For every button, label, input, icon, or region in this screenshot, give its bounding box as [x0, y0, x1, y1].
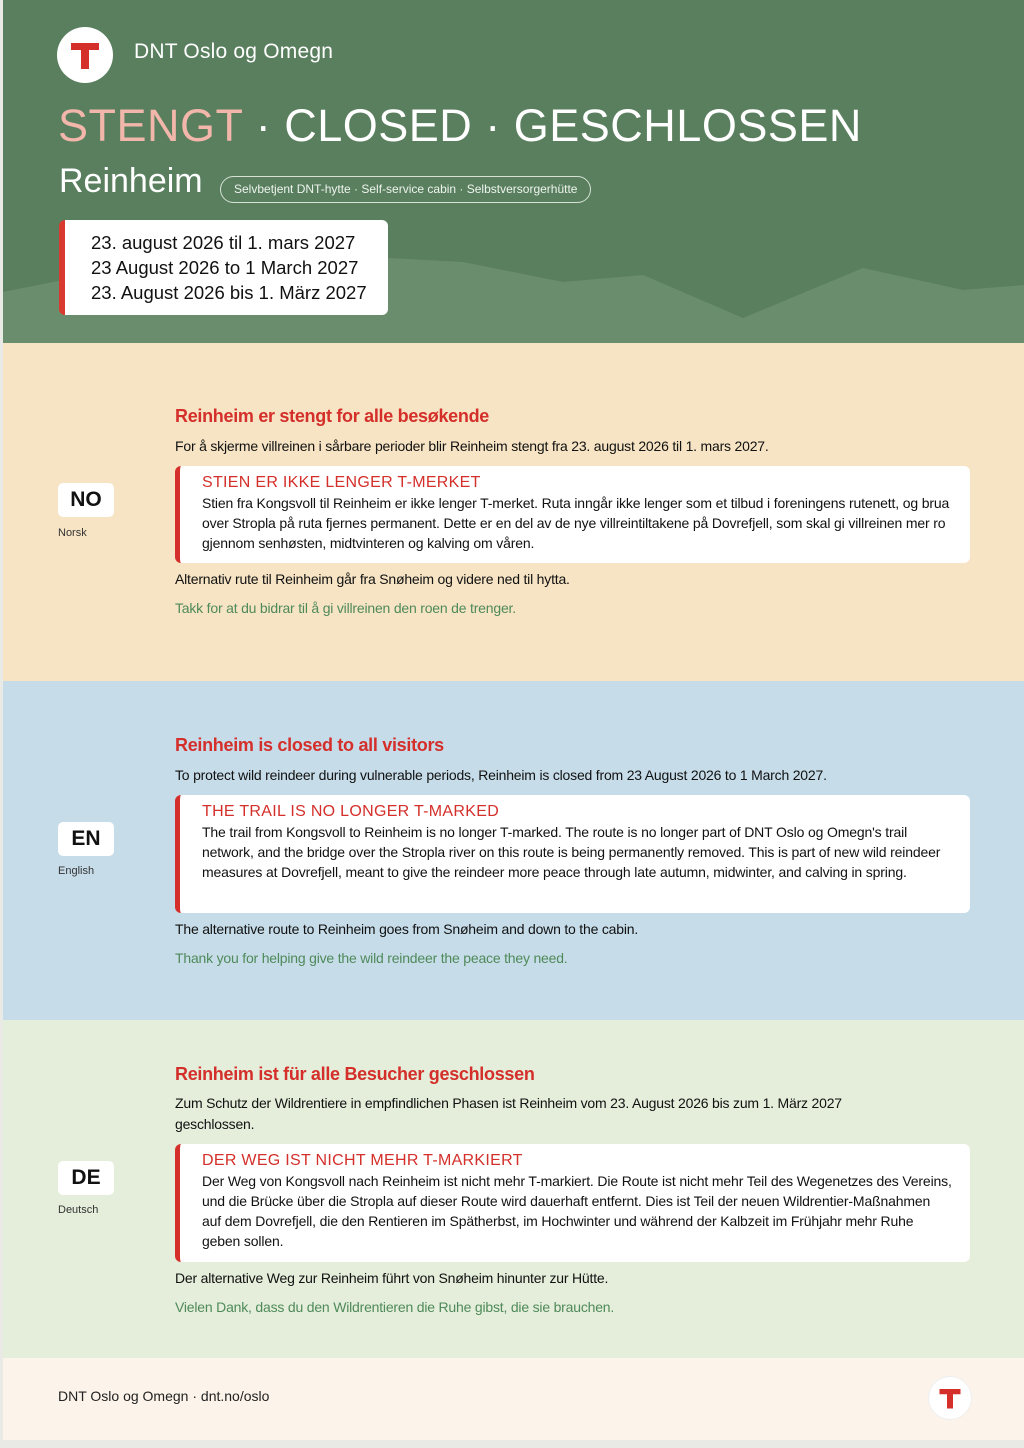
- footer-url[interactable]: dnt.no/oslo: [200, 1388, 270, 1404]
- section-intro: To protect wild reindeer during vulnerable periods, Reinheim is closed from 23 August 2026 to 1 March 2027.: [175, 767, 827, 783]
- trail-notice-card: [175, 1144, 970, 1262]
- dnt-t-logo-icon: [65, 35, 105, 75]
- footer-separator: ·: [188, 1388, 201, 1404]
- language-name: Norsk: [58, 527, 87, 539]
- language-badge: EN: [58, 822, 114, 856]
- notice-body: Der Weg von Kongsvoll nach Reinheim ist nicht mehr T-markiert. Die Route ist nicht mehr Teil des Wegenetzes des Vereins, und die Brücke über die Stropla auf dieser Route wird dauerhaft entfernt. Dies ist Teil der neuen Wildrentier-Maßnahmen auf dem Dovrefjell, die den Rentieren im Spätherbst, im Hochwinter und während der Kalbzeit im Frühjahr mehr Ruhe geben sollen.: [202, 1173, 952, 1249]
- closure-date-norwegian: 23. august 2026 til 1. mars 2027: [91, 232, 356, 253]
- title-separator: ·: [472, 100, 514, 151]
- thanks-note: Thank you for helping give the wild reindeer the peace they need.: [175, 950, 568, 966]
- notice-title: STIEN ER IKKE LENGER T-MERKET: [202, 474, 481, 491]
- section-heading: Reinheim er stengt for alle besøkende: [175, 406, 489, 426]
- notice-title: DER WEG IST NICHT MEHR T-MARKIERT: [202, 1152, 523, 1169]
- footer: [3, 1358, 1024, 1440]
- closure-date-german: 23. August 2026 bis 1. März 2027: [91, 282, 367, 303]
- section-intro: For å skjerme villreinen i sårbare perioder blir Reinheim stengt fra 23. august 2026 til 1. mars 2027.: [175, 438, 769, 454]
- notice-title: THE TRAIL IS NO LONGER T-MARKED: [202, 803, 500, 820]
- title-german: GESCHLOSSEN: [513, 100, 862, 151]
- cabin-name: Reinheim: [59, 162, 203, 200]
- language-name: English: [58, 865, 95, 877]
- poster-page: [3, 0, 1024, 1440]
- section-heading: Reinheim ist für alle Besucher geschlossen: [175, 1064, 535, 1084]
- section-intro: Zum Schutz der Wildrentiere in empfindlichen Phasen ist Reinheim vom 23. August 2026 bis zum 1. März 2027 geschlossen.: [175, 1095, 842, 1132]
- notice-body: Stien fra Kongsvoll til Reinheim er ikke lenger T-merket. Ruta inngår ikke lenger som et tilbud i foreningens rutenett, og brua over Stropla på ruta fjernes permanent. Dette er en del av de nye villreintiltakene på Dovrefjell, som skal gi villreinen mer ro gjennom senhøsten, midtvinteren og kalving om våren.: [202, 495, 950, 551]
- alternative-route: The alternative route to Reinheim goes from Snøheim and down to the cabin.: [175, 921, 639, 937]
- trail-notice-card: [175, 466, 970, 563]
- alternative-route: Alternativ rute til Reinheim går fra Snøheim og videre ned til hytta.: [175, 571, 570, 587]
- section-english: [3, 681, 1024, 1020]
- language-badge: DE: [58, 1161, 114, 1195]
- trail-notice-card: [175, 795, 970, 913]
- section-heading: Reinheim is closed to all visitors: [175, 735, 444, 755]
- footer-text: [58, 1388, 269, 1404]
- page-title: [58, 100, 862, 152]
- language-badge: NO: [58, 483, 114, 517]
- dnt-t-logo-icon: [935, 1383, 965, 1413]
- title-separator: ·: [242, 100, 285, 151]
- alternative-route: Der alternative Weg zur Reinheim führt von Snøheim hinunter zur Hütte.: [175, 1270, 609, 1286]
- closure-date-english: 23 August 2026 to 1 March 2027: [91, 257, 359, 278]
- dnt-logo: [57, 27, 113, 83]
- org-name: DNT Oslo og Omegn: [134, 40, 334, 63]
- section-norwegian: [3, 343, 1024, 681]
- cabin-type-badge: Selvbetjent DNT-hytte · Self-service cabin · Selbstversorgerhütte: [220, 176, 591, 203]
- footer-org: DNT Oslo og Omegn: [58, 1388, 189, 1404]
- dnt-logo-small: [928, 1376, 972, 1420]
- thanks-note: Vielen Dank, dass du den Wildrentieren die Ruhe gibst, die sie brauchen.: [175, 1299, 615, 1315]
- thanks-note: Takk for at du bidrar til å gi villreinen den roen de trenger.: [175, 600, 516, 616]
- language-name: Deutsch: [58, 1204, 99, 1216]
- section-german: [3, 1020, 1024, 1358]
- closure-dates-card: [59, 220, 388, 315]
- notice-body: The trail from Kongsvoll to Reinheim is no longer T-marked. The route is no longer part of DNT Oslo og Omegn's trail network, and the bridge over the Stropla river on this route is being permanently removed. This is part of new wild reindeer measures at Dovrefjell, meant to give the reindeer more peace through late autumn, midwinter, and calving in spring.: [202, 824, 941, 880]
- header: [3, 0, 1024, 343]
- title-norwegian: STENGT: [58, 100, 243, 151]
- title-english: CLOSED: [284, 100, 473, 151]
